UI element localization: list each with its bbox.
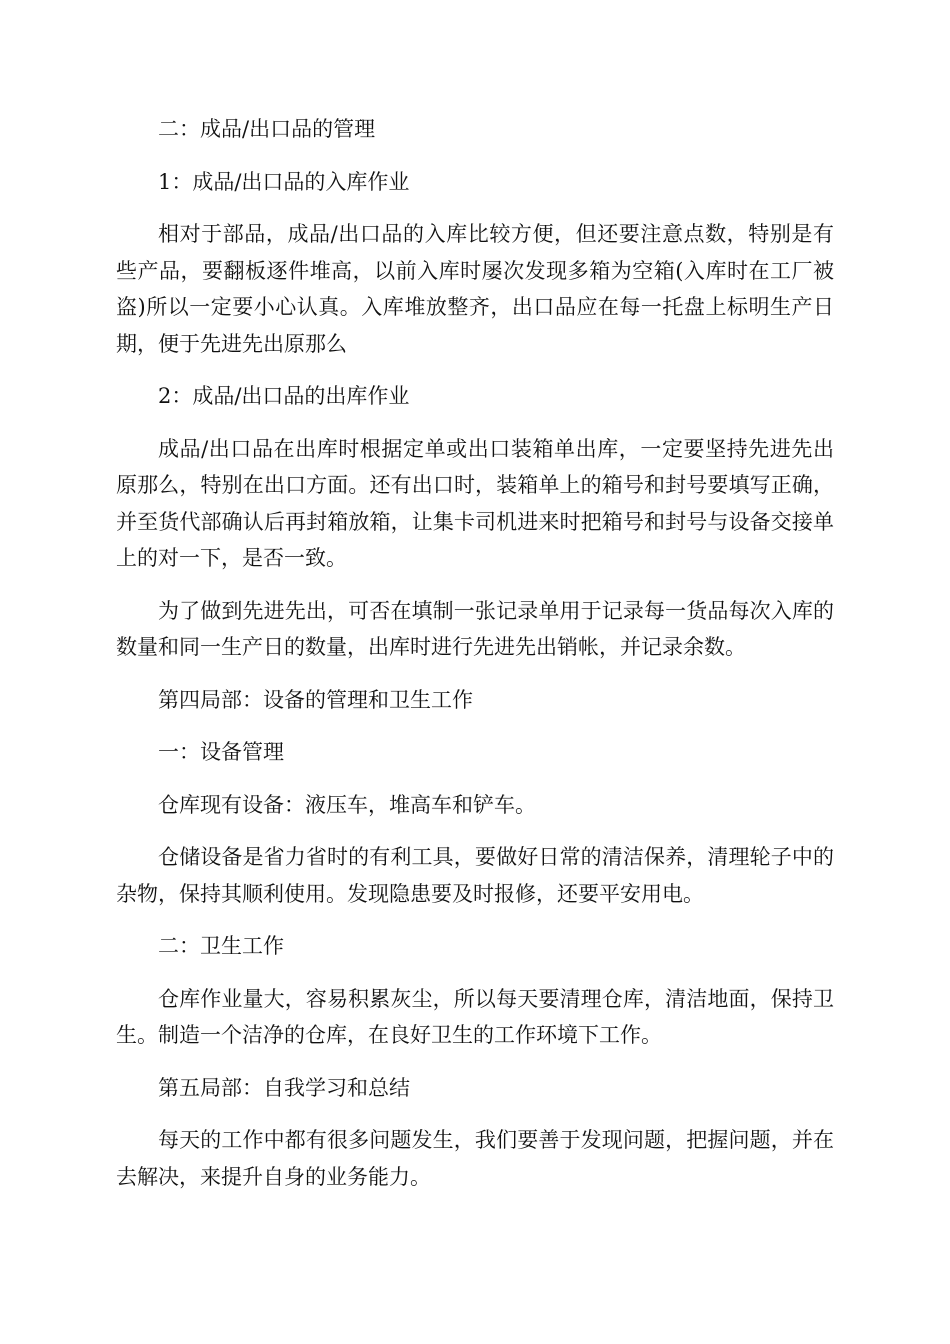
document-page [116,111,834,1211]
subsection-heading: 2：成品/出口品的出库作业 [158,384,410,408]
body-paragraph: 仓库作业量大，容易积累灰尘，所以每天要清理仓库，清洁地面，保持卫生。制造一个洁净的仓库，在良好卫生的工作环境下工作。 [116,986,834,1047]
part-heading: 第五局部：自我学习和总结 [158,1075,410,1100]
subsection-heading: 1：成品/出口品的入库作业 [158,169,410,194]
section-heading: 一：设备管理 [158,740,284,764]
body-paragraph: 每天的工作中都有很多问题发生，我们要善于发现问题，把握问题，并在去解决，来提升自身的业务能力。 [116,1128,834,1189]
body-paragraph: 成品/出口品在出库时根据定单或出口装箱单出库，一定要坚持先进先出原那么，特别在出口方面。还有出口时，装箱单上的箱号和封号要填写正确，并至货代部确认后再封箱放箱，让集卡司机进来时把箱号和封号与设备交接单上的对一下，是否一致。 [116,436,834,570]
part-heading: 第四局部：设备的管理和卫生工作 [158,687,473,712]
body-paragraph: 仓储设备是省力省时的有利工具，要做好日常的清洁保养，清理轮子中的杂物，保持其顺利使用。发现隐患要及时报修，还要平安用电。 [116,845,834,906]
section-heading: 二：成品/出口品的管理 [158,117,376,141]
body-paragraph: 仓库现有设备：液压车，堆高车和铲车。 [158,792,536,817]
section-heading: 二：卫生工作 [158,934,284,958]
body-paragraph: 相对于部品，成品/出口品的入库比较方便，但还要注意点数，特别是有些产品，要翻板逐件堆高，以前入库时屡次发现多箱为空箱(入库时在工厂被盗)所以一定要小心认真。入库堆放整齐，出口品应在每一托盘上标明生产日期，便于先进先出原那么 [116,222,834,356]
body-paragraph: 为了做到先进先出，可否在填制一张记录单用于记录每一货品每次入库的数量和同一生产日的数量，出库时进行先进先出销帐，并记录余数。 [116,598,834,659]
